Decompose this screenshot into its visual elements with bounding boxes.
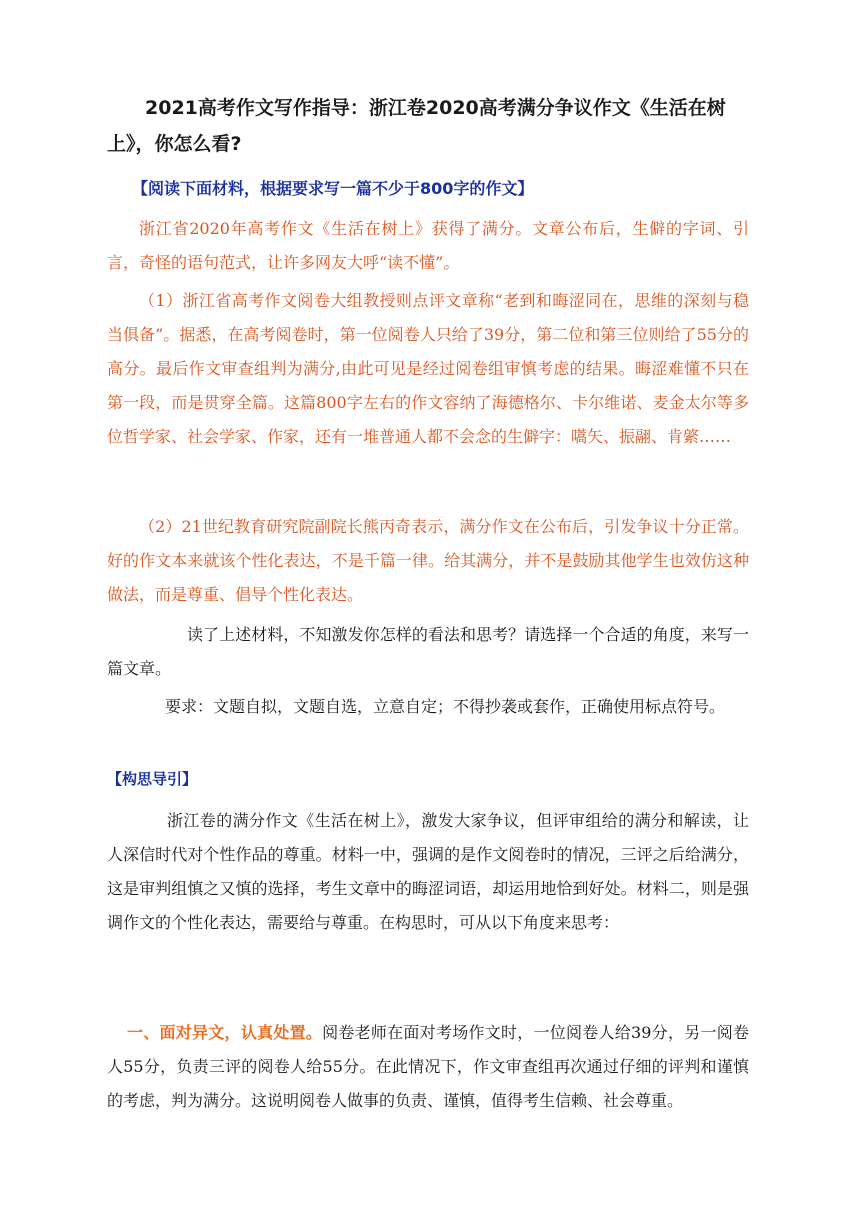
material-point-2: （2）21世纪教育研究院副院长熊丙奇表示，满分作文在公布后，引发争议十分正常。好的作文本来就该个性化表达，不是千篇一律。给其满分，并不是鼓励其他学生也效仿这种做法，而是尊重、倡导个性化表达。 bbox=[107, 517, 749, 604]
material-heading: 【阅读下面材料，根据要求写一篇不少于800字的作文】 bbox=[132, 179, 534, 198]
angle-1-body: 阅卷老师在面对考场作文时，一位阅卷人给39分，另一阅卷人55分，负责三评的阅卷人给55分。在此情况下，作文审查组再次通过仔细的评判和谨慎的考虑，判为满分。这说明阅卷人做事的负责、谨慎，值得考生信赖、社会尊重。 bbox=[107, 1023, 749, 1110]
guide-heading: 【构思导引】 bbox=[107, 770, 198, 788]
writing-requirements: 要求：文题自拟，文题自选，立意自定；不得抄袭或套作，正确使用标点符号。 bbox=[165, 697, 726, 716]
angle-1 bbox=[107, 1016, 749, 1118]
angle-1-heading: 一、面对异文，认真处置。 bbox=[127, 1023, 323, 1042]
page-title: 2021高考作文写作指导：浙江卷2020高考满分争议作文《生活在树上》，你怎么看? bbox=[107, 97, 726, 155]
guide-intro: 浙江卷的满分作文《生活在树上》，激发大家争议，但评审组给的满分和解读，让人深信时代对个性作品的尊重。材料一中，强调的是作文阅卷时的情况，三评之后给满分，这是审判组慎之又慎的选择，考生文章中的晦涩词语，却运用地恰到好处。材料二，则是强调作文的个性化表达，需要给与尊重。在构思时，可从以下角度来思考： bbox=[107, 811, 749, 932]
writing-prompt: 读了上述材料，不知激发你怎样的看法和思考？请选择一个合适的角度，来写一篇文章。 bbox=[107, 625, 749, 678]
material-intro: 浙江省2020年高考作文《生活在树上》获得了满分。文章公布后，生僻的字词、引言，奇怪的语句范式，让许多网友大呼“读不懂”。 bbox=[107, 219, 749, 272]
material-point-1: （1）浙江省高考作文阅卷大组教授则点评文章称“老到和晦涩同在，思维的深刻与稳当俱备”。据悉，在高考阅卷时，第一位阅卷人只给了39分，第二位和第三位则给了55分的高分。最后作文审查组判为满分,由此可见是经过阅卷组审慎考虑的结果。晦涩难懂不只在第一段，而是贯穿全篇。这篇800字左右的作文容纳了海德格尔、卡尔维诺、麦金太尔等多位哲学家、社会学家、作家，还有一堆普通人都不会念的生僻字：嚆矢、振翮、肯綮…… bbox=[107, 291, 749, 446]
